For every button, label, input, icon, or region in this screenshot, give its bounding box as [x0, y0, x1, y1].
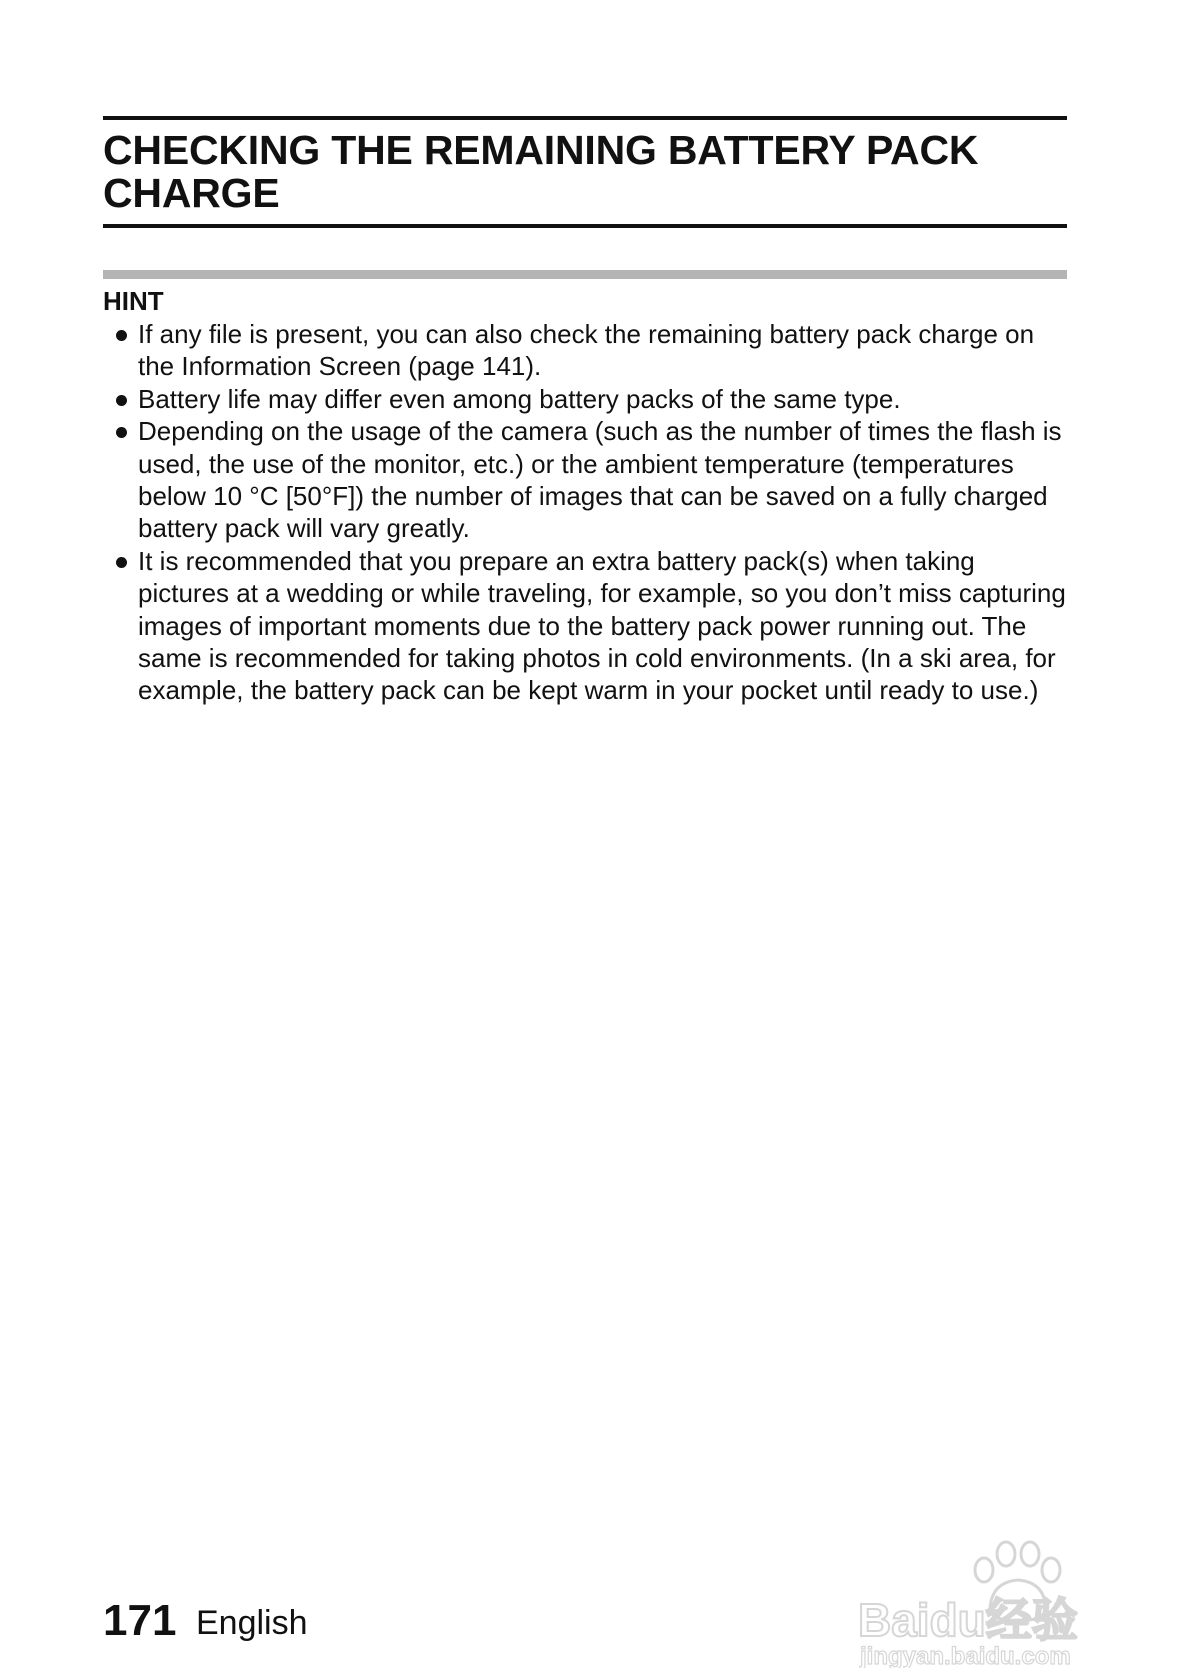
title-rule-bottom — [103, 224, 1067, 228]
bullet-icon — [116, 330, 127, 341]
page-language: English — [196, 1604, 308, 1642]
hint-item-text: If any file is present, you can also check the remaining battery pack charge on the Information Screen (page 141). — [138, 319, 1035, 382]
hint-heading: HINT — [103, 286, 164, 316]
hint-list — [103, 318, 1073, 707]
hint-item — [103, 383, 1073, 415]
hint-item-text: Battery life may differ even among battery packs of the same type. — [138, 383, 901, 414]
watermark-brand: Baidu经验 — [858, 1594, 1078, 1646]
hint-item-text: Depending on the usage of the camera (such as the number of times the flash is used, the use of the monitor, etc.) or the ambient temperature (temperatures below 10 °C [50°F]) the number of images that can be saved on a fully charged battery pack will vary greatly. — [138, 416, 1062, 544]
page-number: 171 — [103, 1596, 177, 1645]
baidu-jingyan-watermark — [850, 1518, 1140, 1668]
hint-item — [103, 545, 1073, 707]
hint-item — [103, 318, 1073, 383]
hint-divider — [103, 270, 1067, 279]
watermark-url: jingyan.baidu.com — [860, 1643, 1071, 1668]
bullet-icon — [116, 427, 127, 438]
hint-item-text: It is recommended that you prepare an extra battery pack(s) when taking pictures at a wedding or while traveling, for example, so you don’t miss capturing images of important moments due to the battery pack power running out. The same is recommended for taking photos in cold environments. (In a ski area, for example, the battery pack can be kept warm in your pocket until ready to use.) — [138, 545, 1066, 706]
title-rule-top — [103, 116, 1067, 120]
hint-item — [103, 415, 1073, 545]
bullet-icon — [116, 395, 127, 406]
page-title: CHECKING THE REMAINING BATTERY PACK CHARGE — [103, 127, 979, 216]
bullet-icon — [116, 557, 127, 568]
